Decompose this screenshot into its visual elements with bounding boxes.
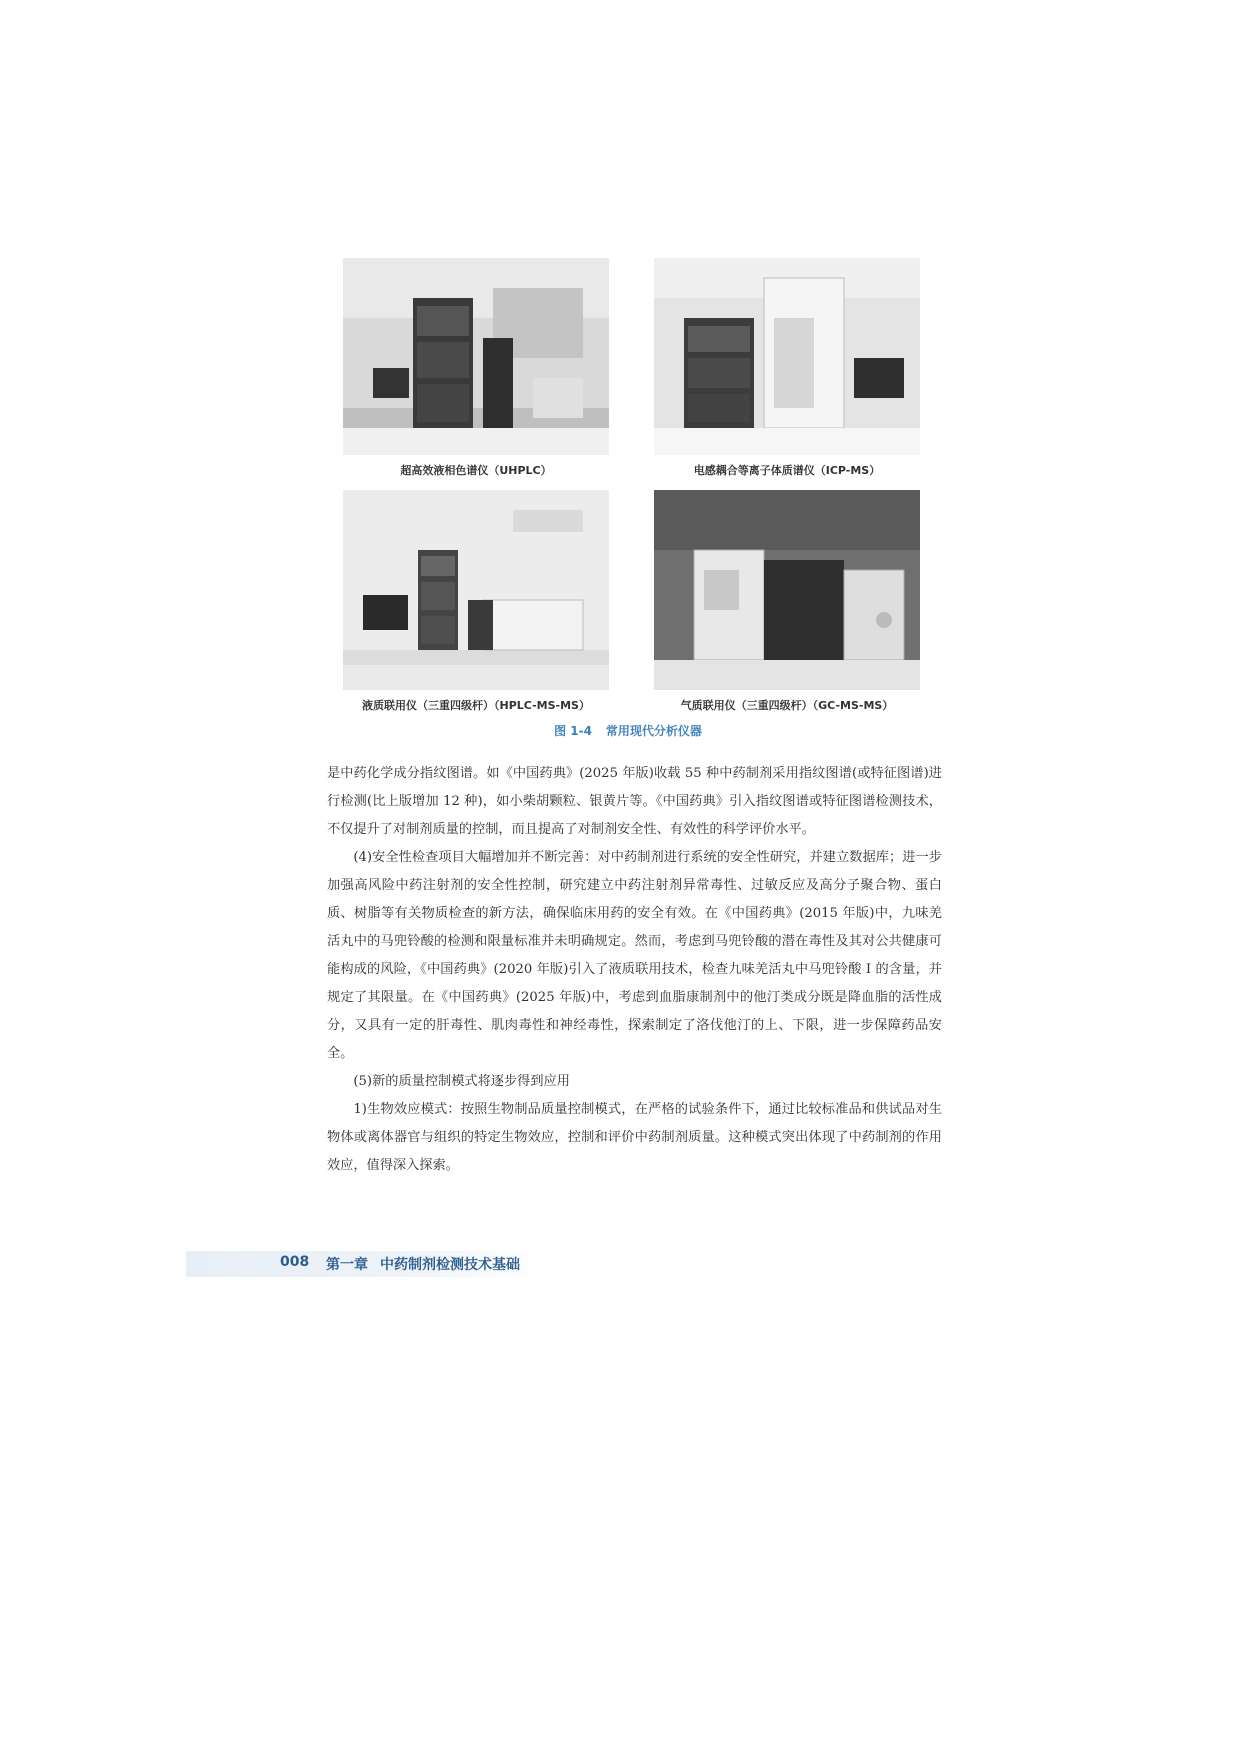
caption-hplc-ms-ms: 液质联用仪（三重四级杆）（HPLC-MS-MS） <box>362 699 590 712</box>
caption-gc-ms-ms: 气质联用仪（三重四级杆）（GC-MS-MS） <box>680 699 894 712</box>
paragraph: (5)新的质量控制模式将逐步得到应用 <box>353 1074 570 1089</box>
chapter-title: 中药制剂检测技术基础 <box>380 1257 520 1273</box>
figure-number: 图 1-4 <box>554 724 592 738</box>
running-chapter <box>326 1254 520 1274</box>
figure-title-text: 常用现代分析仪器 <box>605 724 702 738</box>
photo-icp-ms <box>654 258 920 455</box>
photo-hplc-ms-ms <box>343 490 609 690</box>
chapter-number: 第一章 <box>326 1257 368 1273</box>
paragraph: (4)安全性检查项目大幅增加并不断完善：对中药制剂进行系统的安全性研究，并建立数据库；进一步加强高风险中药注射剂的安全性控制，研究建立中药注射剂异常毒性、过敏反应及高分子聚合物、蛋白质、树脂等有关物质检查的新方法，确保临床用药的安全有效。在《中国药典》(2015 年版)中，九味羌活丸中的马兜铃酸的检测和限量标准并未明确规定。然而，考虑到马兜铃酸的潜在毒性及其对公共健康可能构成的风险，《中国药典》(2020 年版)引入了液质联用技术，检查九味羌活丸中马兜铃酸 Ⅰ 的含量，并规定了其限量。在《中国药典》(2025 年版)中，考虑到血脂康制剂中的他汀类成分既是降血脂的活性成分，又具有一定的肝毒性、肌肉毒性和神经毒性，探索制定了洛伐他汀的上、下限，进一步保障药品安全。 <box>327 850 942 1061</box>
page-number: 008 <box>280 1254 310 1270</box>
caption-icp-ms: 电感耦合等离子体质谱仪（ICP-MS） <box>693 464 881 477</box>
caption-uhplc: 超高效液相色谱仪（UHPLC） <box>400 464 552 477</box>
page-footer <box>186 1251 546 1277</box>
figure-title <box>340 722 930 739</box>
photo-uhplc <box>343 258 609 455</box>
paragraph: 是中药化学成分指纹图谱。如《中国药典》(2025 年版)收载 55 种中药制剂采用指纹图谱(或特征图谱)进行检测(比上版增加 12 种)，如小柴胡颗粒、银黄片等。《中国药典》引入指纹图谱或特征图谱检测技术，不仅提升了对制剂质量的控制，而且提高了对制剂安全性、有效性的科学评价水平。 <box>327 766 942 837</box>
body-text <box>327 760 942 1180</box>
photo-gc-ms-ms <box>654 490 920 690</box>
paragraph: 1)生物效应模式：按照生物制品质量控制模式，在严格的试验条件下，通过比较标准品和供试品对生物体或离体器官与组织的特定生物效应，控制和评价中药制剂质量。这种模式突出体现了中药制剂的作用效应，值得深入探索。 <box>327 1102 942 1173</box>
